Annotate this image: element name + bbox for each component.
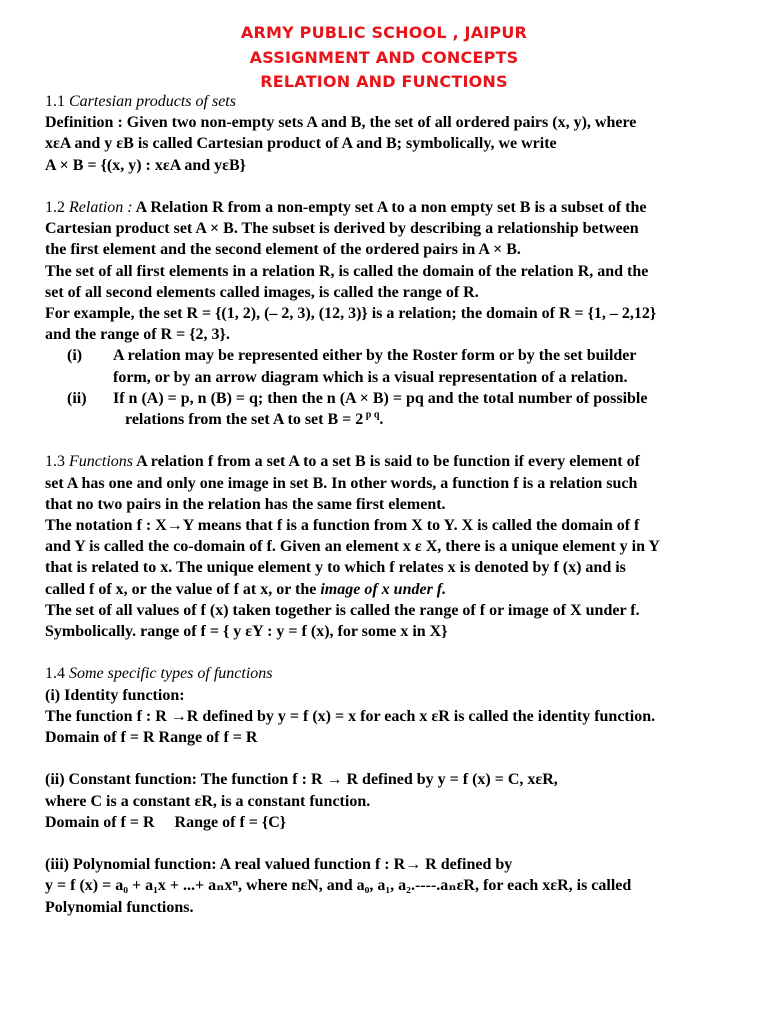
section-1-4-heading: 1.4 Some specific types of functions [45,665,273,683]
section-1-3-heading: 1.3 Functions A relation f from a set A to a set B is said to be function if every element of [45,453,640,471]
paragraph-line: The notation f : X→Y means that f is a function from X to Y. X is called the domain of f [45,517,640,535]
paragraph-line: Cartesian product set A × B. The subset is derived by describing a relationship between [45,220,639,238]
paragraph-line: where C is a constant εR, is a constant function. [45,792,371,810]
paragraph-line: The set of all values of f (x) taken together is called the range of f or image of X under f. [45,601,640,619]
paragraph-line: Symbolically. range of f = { y εY : y = f (x), for some x in X} [45,623,448,641]
paragraph-line: (ii) Constant function: The function f : R → R defined by y = f (x) = C, xεR, [45,771,558,789]
paragraph-line: For example, the set R = {(1, 2), (– 2, 3), (12, 3)} is a relation; the domain of R = {1, – 2,12} [45,305,657,323]
paragraph-line: set A has one and only one image in set B. In other words, a function f is a relation such [45,474,638,492]
section-title: Cartesian products of sets [69,93,236,110]
paragraph-line: the first element and the second element of the ordered pairs in A × B. [45,241,521,259]
assignment-title: ASSIGNMENT AND CONCEPTS [249,47,519,67]
list-item: (i) A relation may be represented either by the Roster form or by the set builder form, or by an arrow diagram which is a visual representation of a relation. [67,347,637,386]
school-name: ARMY PUBLIC SCHOOL , JAIPUR [240,23,528,42]
paragraph-line: The set of all first elements in a relation R, is called the domain of the relation R, and the [45,262,649,280]
section-1-1-heading: 1.1 Cartesian products of sets [45,93,236,110]
paragraph-line: that is related to x. The unique element y to which f relates x is denoted by f (x) and is [45,559,626,577]
section-title: Relation : [69,199,133,216]
topic-title: RELATION AND FUNCTIONS [260,72,508,91]
paragraph-line: Domain of f = R Range of f = {C} [45,813,287,831]
paragraph-line: called f of x, or the value of f at x, or the image of x under f. [45,580,447,598]
paragraph-line: Definition : Given two non-empty sets A and B, the set of all ordered pairs (x, y), where [45,114,637,132]
paragraph-line: set of all second elements called images, is called the range of R. [45,283,479,301]
document-header [0,0,768,95]
paragraph-line: (iii) Polynomial function: A real valued function f : R→ R defined by [45,856,513,874]
paragraph-line: The function f : R →R defined by y = f (x) = x for each x εR is called the identity function. [45,707,656,725]
paragraph-line: and the range of R = {2, 3}. [45,326,230,344]
document-body [45,91,735,918]
paragraph-line: y = f (x) = a₀ + a₁x + ...+ aₙxⁿ, where nεN, and a₀, a₁, a₂.----.aₙεR, for each xεR, is called [45,877,632,895]
paragraph-line: that no two pairs in the relation has the same first element. [45,495,446,513]
paragraph-line: xεA and y εB is called Cartesian product of A and B; symbolically, we write [45,135,557,153]
list-item: (ii) If n (A) = p, n (B) = q; then the n (A × B) = pq and the total number of possible relations from the set A to set B = 2 $^{p q}$. [67,389,648,429]
section-title: Functions [69,453,133,471]
paragraph-line: A × B = {(x, y) : xεA and yεB} [45,156,246,174]
paragraph-line: and Y is called the co-domain of f. Given an element x ε X, there is a unique element y in Y [45,538,660,556]
subsection-heading: (i) Identity function: [45,686,185,704]
paragraph-line: Domain of f = R Range of f = R [45,729,258,747]
section-1-2-heading: 1.2 Relation : A Relation R from a non-empty set A to a non empty set B is a subset of the [45,199,647,216]
section-title: Some specific types of functions [69,665,273,683]
paragraph-line: Polynomial functions. [45,898,194,916]
